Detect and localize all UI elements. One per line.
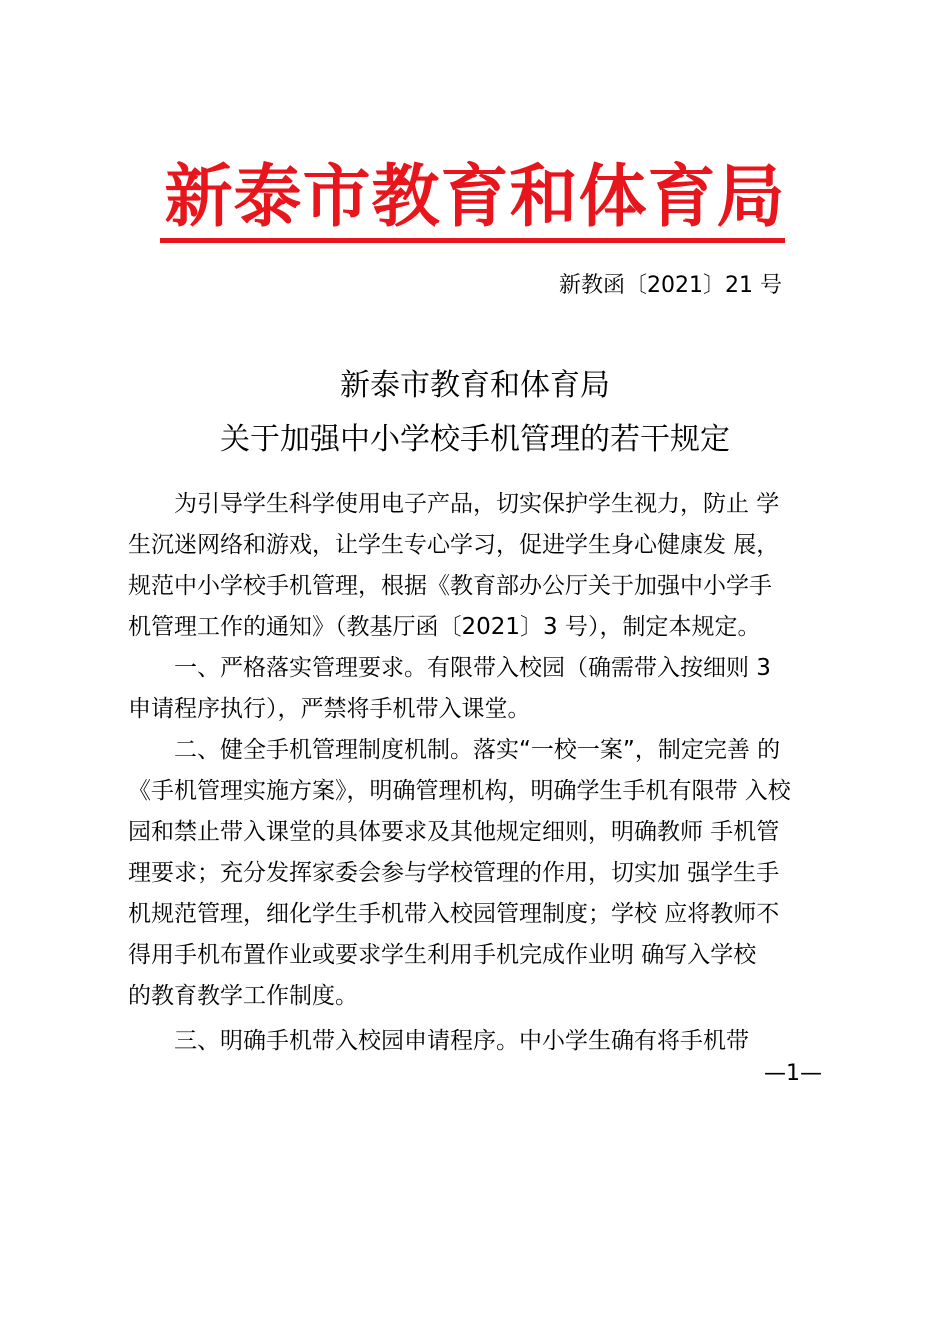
document-body: [128, 484, 828, 1062]
body-line: 得用手机布置作业或要求学生利用手机完成作业明 确写入学校: [128, 942, 757, 968]
body-line: 《手机管理实施方案》，明确管理机构，明确学生手机有限带 入校: [128, 778, 791, 804]
red-header-rule: [160, 238, 785, 243]
body-line: 机管理工作的通知》（教基厅函〔2021〕3 号），制定本规定。: [128, 614, 761, 640]
body-line: 三、明确手机带入校园申请程序。中小学生确有将手机带: [174, 1028, 749, 1054]
body-line: 规范中小学校手机管理，根据《教育部办公厅关于加强中小学手: [128, 573, 772, 599]
body-line: 机规范管理，细化学生手机带入校园管理制度；学校 应将教师不: [128, 901, 780, 927]
body-line: 园和禁止带入课堂的具体要求及其他规定细则，明确教师 手机管: [128, 819, 780, 845]
body-line: 生沉迷网络和游戏，让学生专心学习，促进学生身心健康发 展，: [128, 532, 780, 558]
body-line: 理要求；充分发挥家委会参与学校管理的作用，切实加 强学生手: [128, 860, 780, 886]
body-line: 为引导学生科学使用电子产品，切实保护学生视力，防止 学: [174, 491, 780, 517]
page-number: —1—: [764, 1061, 822, 1086]
body-line: 的教育教学工作制度。: [128, 983, 358, 1009]
body-line: 一、严格落实管理要求。有限带入校园（确需带入按细则 3: [174, 655, 771, 681]
document-number: 新教函〔2021〕21 号: [559, 273, 782, 298]
document-title-line-2: 关于加强中小学校手机管理的若干规定: [220, 422, 730, 457]
body-line: 申请程序执行），严禁将手机带入课堂。: [128, 696, 531, 722]
body-line: 二、健全手机管理制度机制。落实“一校一案”，制定完善 的: [174, 737, 781, 763]
document-title-line-1: 新泰市教育和体育局: [340, 368, 610, 403]
issuing-authority-header: 新泰市教育和体育局: [164, 158, 786, 237]
